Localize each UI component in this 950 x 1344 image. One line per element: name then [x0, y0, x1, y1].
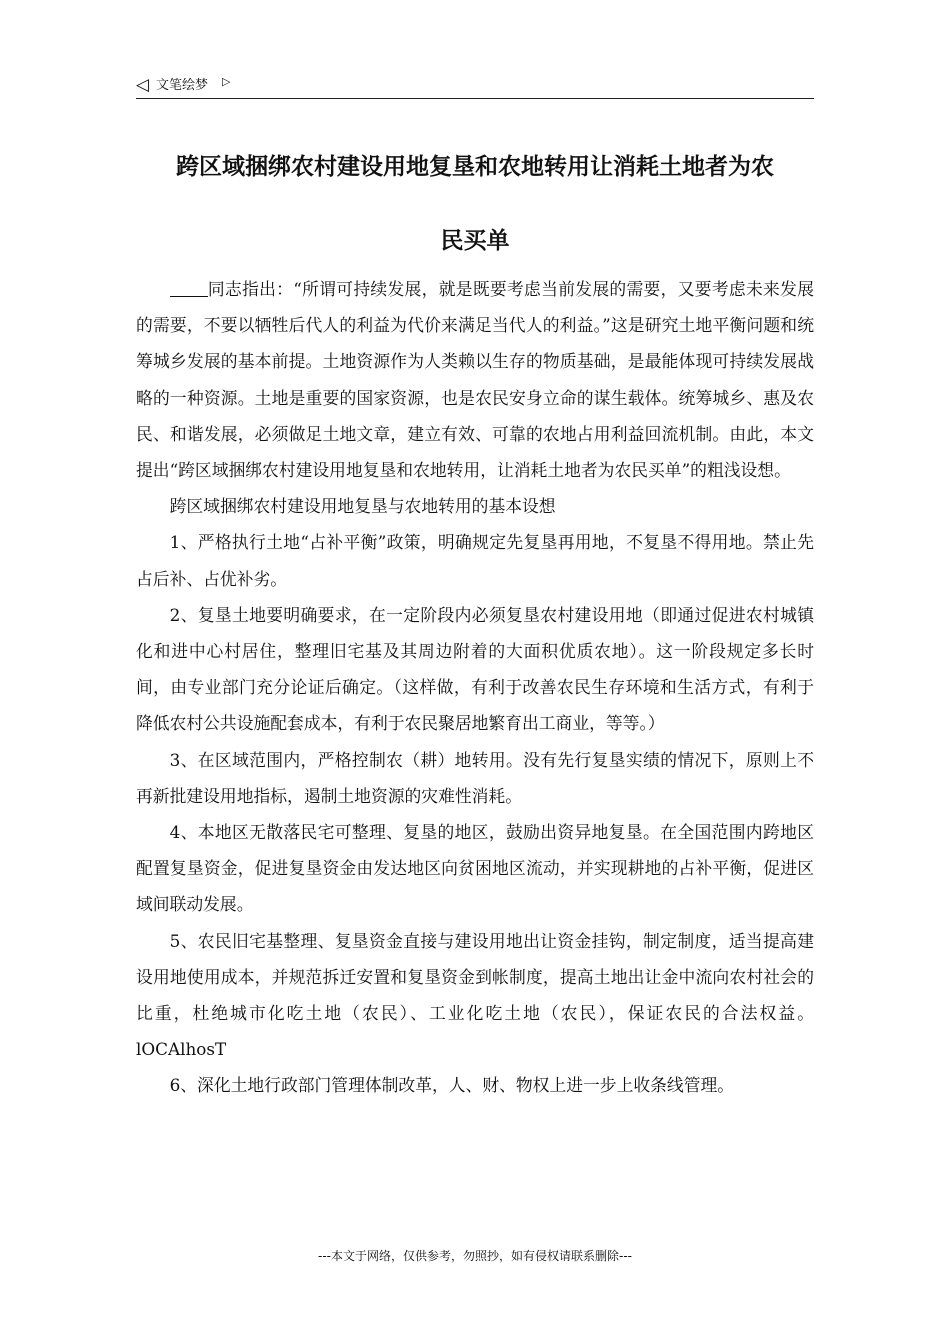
paragraph-text: 同志指出：“所谓可持续发展，就是既要考虑当前发展的需要，又要考虑未来发展的需要，不要以牺牲后代人的利益为代价来满足当代人的利益。”这是研究土地平衡问题和统筹城乡发展的基本前提。土地资源作为人类赖以生存的物质基础，是最能体现可持续发展战略的一种资源。土地是重要的国家资源，也是农民安身立命的谋生载体。统筹城乡、惠及农民、和谐发展，必须做足土地文章，建立有效、可靠的农地占用利益回流机制。由此，本文提出“跨区域捆绑农村建设用地复垦和农地转用，让消耗土地者为农民买单”的粗浅设想。: [136, 279, 814, 481]
paragraph-item-1: 1、严格执行土地“占补平衡”政策，明确规定先复垦再用地，不复垦不得用地。禁止先占后补、占优补劣。: [136, 532, 814, 589]
document-title-line-1: 跨区域捆绑农村建设用地复垦和农地转用让消耗土地者为农: [176, 154, 774, 180]
page-footer: ---本文于网络，仅供参考，勿照抄，如有侵权请联系删除---: [318, 1249, 632, 1263]
header-brand: 文笔绘梦: [156, 78, 209, 93]
paragraph-item-2: 2、复垦土地要明确要求，在一定阶段内必须复垦农村建设用地（即通过促进农村城镇化和进中心村居住，整理旧宅基及其周边附着的大面积优质农地）。这一阶段规定多长时间，由专业部门充分论证后确定。（这样做，有利于改善农民生存环境和生活方式，有利于降低农村公共设施配套成本，有利于农民聚居地繁育出工商业，等等。）: [136, 604, 814, 734]
paragraph-item-5: 5、农民旧宅基整理、复垦资金直接与建设用地出让资金挂钩，制定制度，适当提高建设用地使用成本，并规范拆迁安置和复垦资金到帐制度，提高土地出让金中流向农村社会的比重，杜绝城市化吃土地（农民）、工业化吃土地（农民），保证农民的合法权益。lOCAlhosT: [136, 930, 814, 1060]
paragraph-item-3: 3、在区域范围内，严格控制农（耕）地转用。没有先行复垦实绩的情况下，原则上不再新批建设用地指标，遏制土地资源的灾难性消耗。: [136, 749, 814, 806]
document-body: [136, 271, 814, 1104]
blank-underline: [170, 278, 208, 297]
paragraph-intro: [136, 271, 814, 488]
paragraph-subheading: 跨区域捆绑农村建设用地复垦与农地转用的基本设想: [169, 496, 556, 517]
paragraph-item-6: 6、深化土地行政部门管理体制改革，人、财、物权上进一步上收条线管理。: [169, 1075, 735, 1096]
right-triangle-icon: ▷: [222, 75, 231, 88]
left-triangle-icon: ◁: [136, 75, 150, 95]
page-header: [136, 74, 814, 99]
paragraph-item-4: 4、本地区无散落民宅可整理、复垦的地区，鼓励出资异地复垦。在全国范围内跨地区配置复垦资金，促进复垦资金由发达地区向贫困地区流动，并实现耕地的占补平衡，促进区域间联动发展。: [136, 822, 814, 915]
document-title-line-2: 民买单: [440, 228, 510, 254]
